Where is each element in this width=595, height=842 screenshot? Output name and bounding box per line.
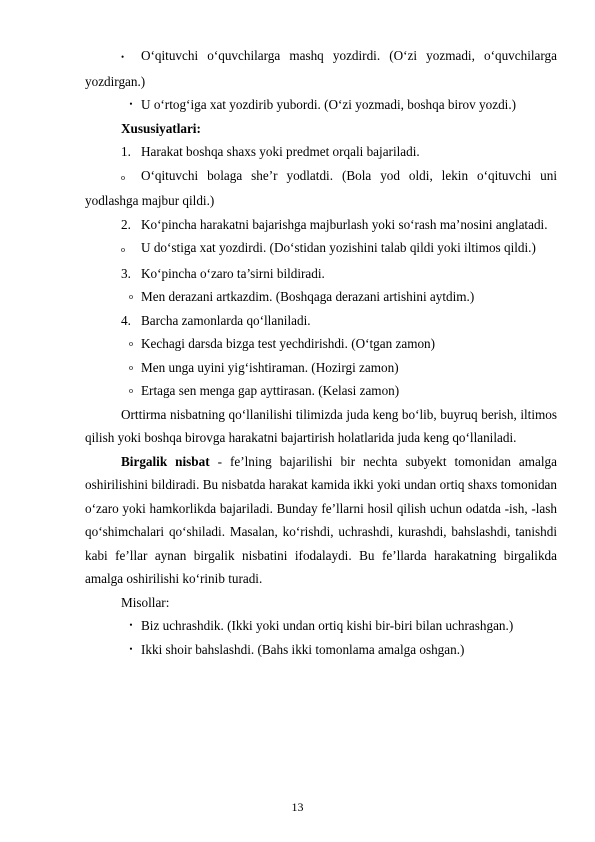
list-item <box>85 44 557 93</box>
list-item-text: O‘qituvchi o‘quvchilarga mashq yozdirdi. (O‘zi yozmadi, o‘quvchilarga yozdirgan.) <box>85 48 557 89</box>
term-bold: Birgalik nisbat <box>121 453 210 469</box>
list-item <box>85 379 557 403</box>
list-number: 3. <box>121 265 131 281</box>
list-item-text: U do‘stiga xat yozdirdi. (Do‘stidan yozishini talab qildi yoki iltimos qildi.) <box>141 240 536 255</box>
list-item-text: Barcha zamonlarda qo‘llaniladi. <box>141 312 311 328</box>
list-item <box>85 262 557 286</box>
list-item <box>85 309 557 333</box>
document-page <box>85 44 557 661</box>
circle-marker: o <box>121 245 125 254</box>
bullet-marker: • <box>129 620 133 630</box>
list-item-text: Men unga uyini yig‘ishtiraman. (Hozirgi zamon) <box>141 359 399 375</box>
list-item <box>85 285 557 309</box>
list-number: 1. <box>121 144 131 159</box>
section-heading: Xususiyatlari: <box>121 120 201 136</box>
list-item-text: Kechagi darsda bizga test yechdirishdi. (O‘tgan zamon) <box>141 336 436 351</box>
list-item <box>85 236 557 262</box>
list-item-text: Ertaga sen menga gap ayttirasan. (Kelasi zamon) <box>141 383 400 398</box>
bullet-marker: • <box>129 643 133 654</box>
circle-marker: o <box>129 292 133 301</box>
list-item-text: Ko‘pincha o‘zaro ta’sirni bildiradi. <box>141 265 325 281</box>
definition-text: - fe’lning bajarilishi bir nechta subyekt tomonidan amalga oshirilishini bildiradi. Bu nisbatda harakat kamida ikki yoki undan ortiq shaxs tomonidan o‘zaro yoki hamkorlikda bajariladi. Bunday fe’llarni hosil qilish uchun odatda -ish, -lash qo‘shimchalari qo‘shiladi. Masalan, ko‘rishdi, uchrashdi, kurashdi, bahslashdi, tanishdi kabi fe’llar aynan birgalik nisbatini ifodalaydi. Bu fe’llarda harakatning birgalikda amalga oshirilishi ko‘rinib turadi. <box>85 453 557 586</box>
body-paragraph <box>85 450 557 591</box>
list-item-text: Biz uchrashdik. (Ikki yoki undan ortiq kishi bir-biri bilan uchrashgan.) <box>141 618 514 633</box>
circle-marker: o <box>121 172 125 182</box>
examples-label: Misollar: <box>121 594 170 610</box>
list-item-text: Harakat boshqa shaxs yoki predmet orqali bajariladi. <box>141 144 420 159</box>
circle-marker: o <box>129 386 133 395</box>
list-item <box>85 638 557 662</box>
circle-marker: o <box>129 362 133 372</box>
list-item <box>85 140 557 164</box>
body-paragraph: Orttirma nisbatning qo‘llanilishi tilimizda juda keng bo‘lib, buyruq berish, iltimos qilish yoki boshqa birovga harakatni bajartirish holatlarida juda keng qo‘llaniladi. <box>85 406 557 445</box>
circle-marker: o <box>129 339 133 348</box>
page-number: 13 <box>291 800 304 814</box>
list-item <box>85 356 557 380</box>
list-item <box>85 213 557 237</box>
list-item <box>85 93 557 117</box>
list-item <box>85 164 557 213</box>
bullet-marker: • <box>129 99 133 109</box>
bullet-marker: • <box>121 52 125 62</box>
list-number: 4. <box>121 312 131 328</box>
list-item-text: O‘qituvchi bolaga she’r yodlatdi. (Bola yod oldi, lekin o‘qituvchi uni yodlashga majbur qildi.) <box>85 167 557 208</box>
list-item-text: U o‘rtog‘iga xat yozdirib yubordi. (O‘zi yozmadi, boshqa birov yozdi.) <box>141 97 517 112</box>
list-number: 2. <box>121 216 131 232</box>
list-item <box>85 332 557 356</box>
list-item <box>85 614 557 638</box>
list-item-text: Ikki shoir bahslashdi. (Bahs ikki tomonlama amalga oshgan.) <box>141 641 465 657</box>
list-item-text: Ko‘pincha harakatni bajarishga majburlash yoki so‘rash ma’nosini anglatadi. <box>141 216 548 232</box>
list-item-text: Men derazani artkazdim. (Boshqaga derazani artishini aytdim.) <box>141 289 475 304</box>
